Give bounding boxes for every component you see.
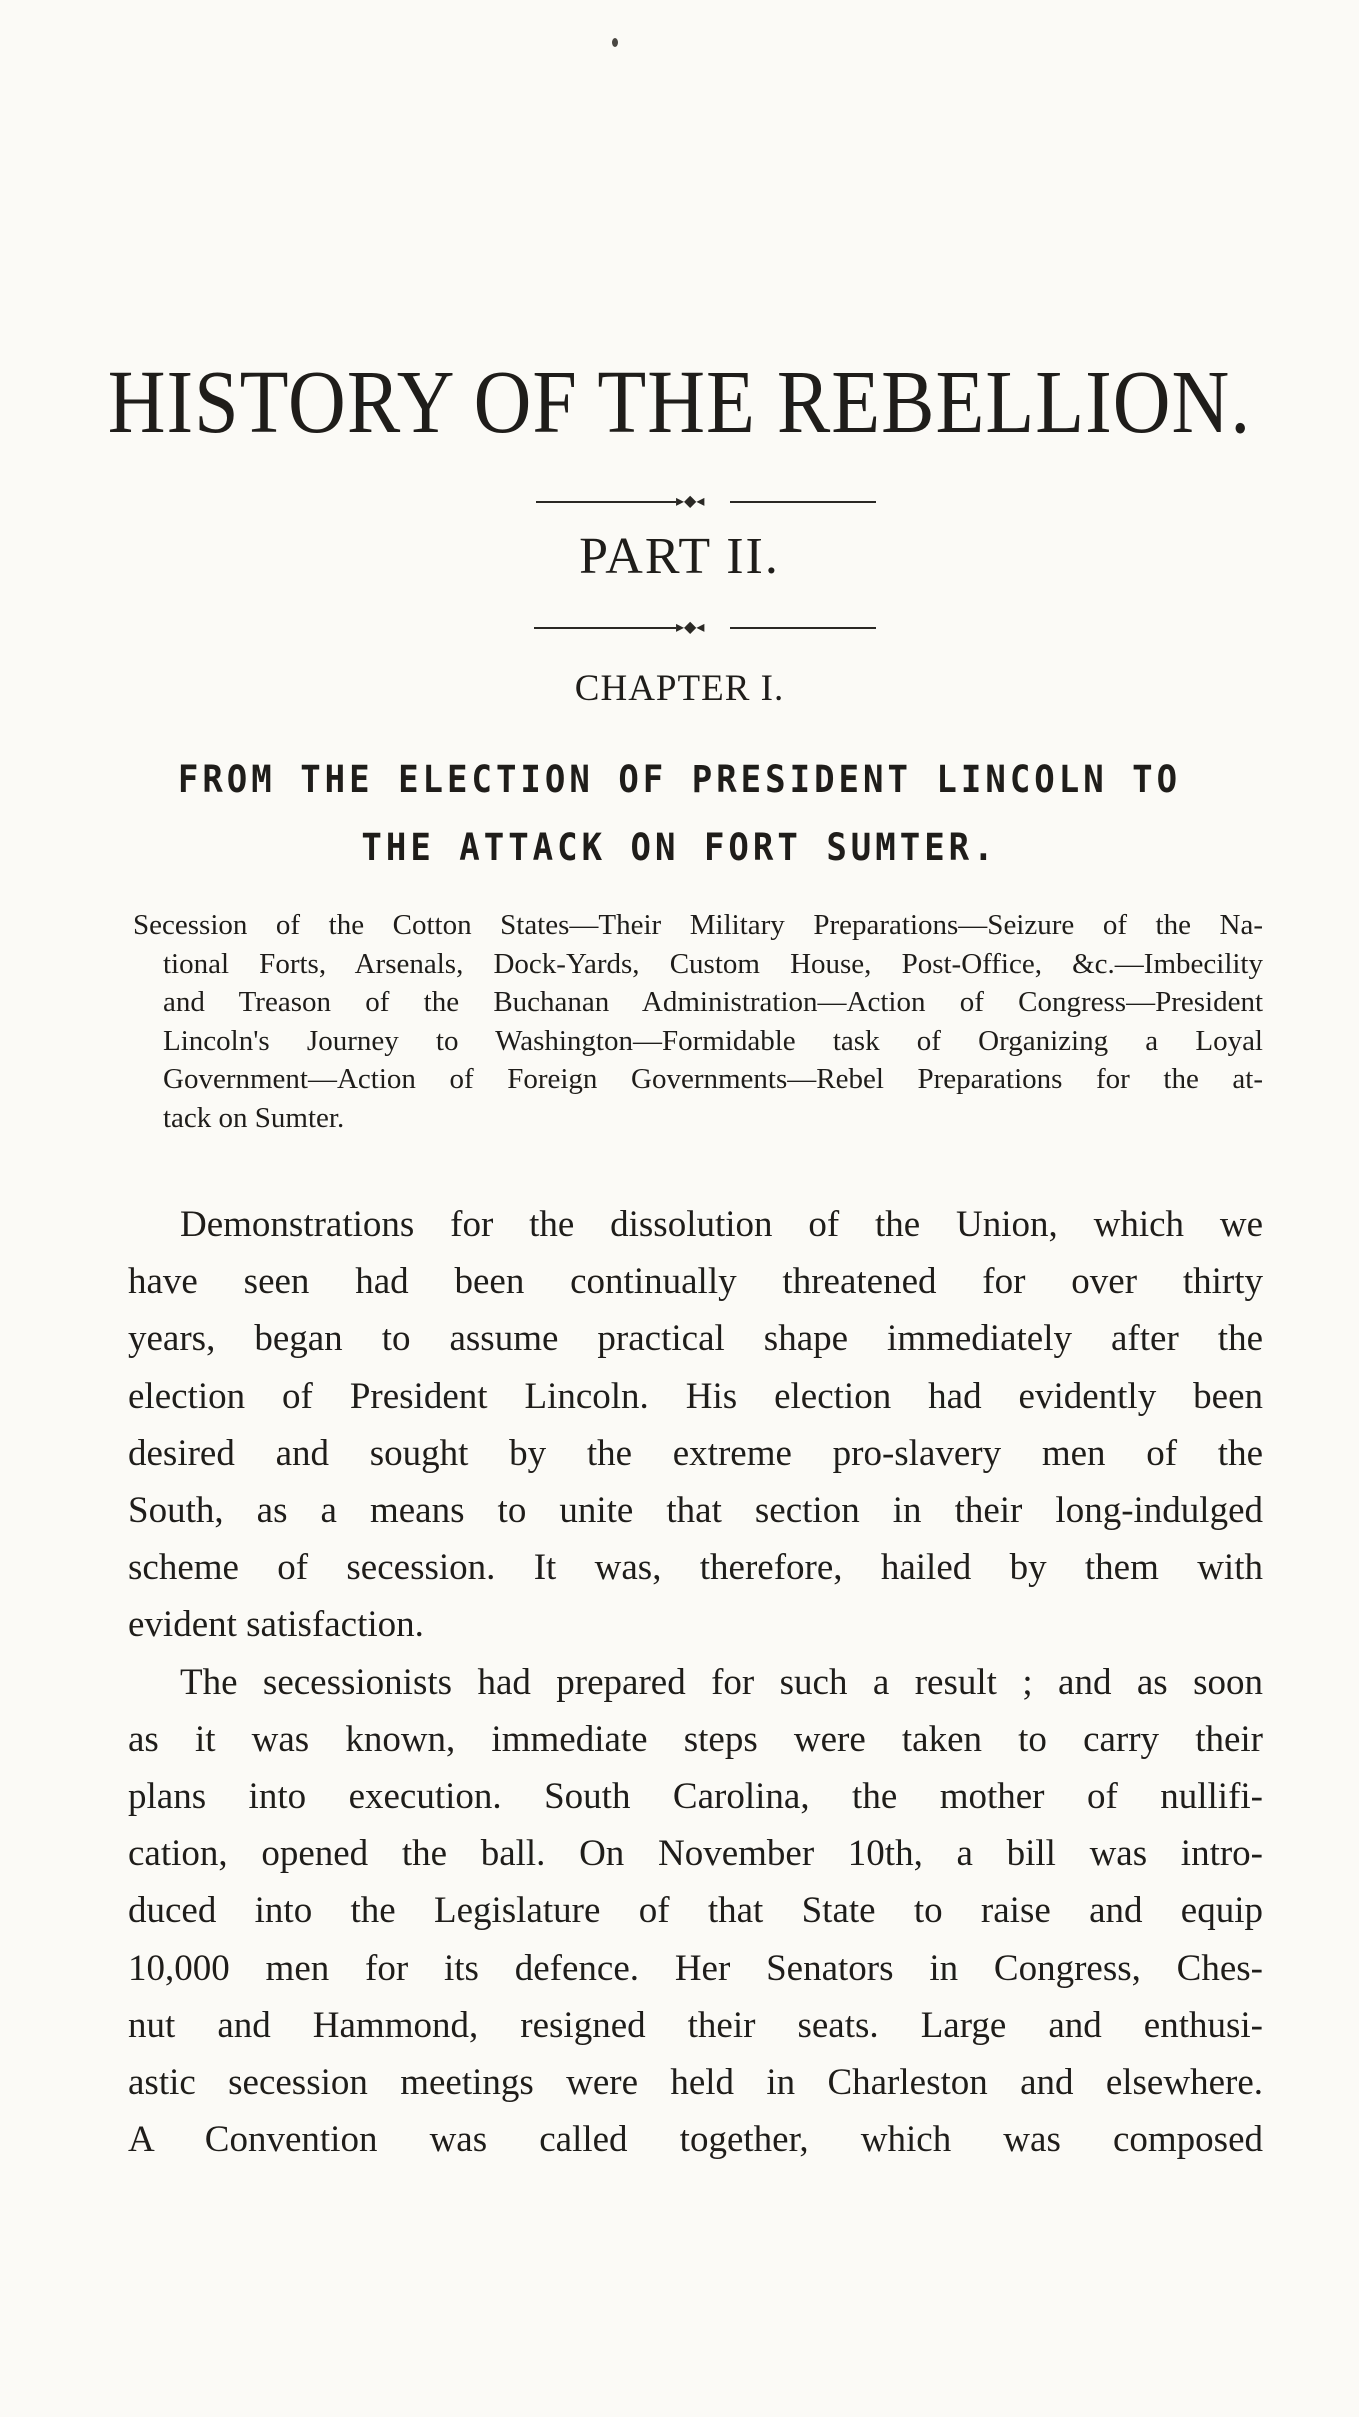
text-line: have seen had been continually threatened for over thirty xyxy=(128,1261,1263,1303)
text-line: South, as a means to unite that section in their long-indulged xyxy=(128,1490,1263,1532)
text-line: scheme of secession. It was, therefore, hailed by them with xyxy=(128,1547,1263,1589)
synopsis-line: Government—Action of Foreign Governments—Rebel Preparations for the at- xyxy=(163,1063,1263,1096)
text-line: duced into the Legislature of that State to raise and equip xyxy=(128,1890,1263,1932)
chapter-heading: CHAPTER I. xyxy=(574,668,785,709)
text-line: The secessionists had prepared for such a result ; and as soon xyxy=(180,1661,1263,1703)
rule-ornament: ▸◆◂ xyxy=(676,617,705,636)
synopsis-line: Lincoln's Journey to Washington—Formidable task of Organizing a Loyal xyxy=(163,1024,1263,1057)
text-line: desired and sought by the extreme pro-slavery men of the xyxy=(128,1432,1263,1474)
text-line: years, began to assume practical shape immediately after the xyxy=(128,1318,1263,1360)
text-line: as it was known, immediate steps were taken to carry their xyxy=(128,1718,1263,1760)
text-line: plans into execution. South Carolina, the mother of nullifi- xyxy=(128,1776,1263,1818)
synopsis-line: Secession of the Cotton States—Their Military Preparations—Seizure of the Na- xyxy=(133,909,1263,941)
synopsis-line: and Treason of the Buchanan Administration—Action of Congress—President xyxy=(163,986,1263,1019)
text-line: evident satisfaction. xyxy=(128,1604,424,1646)
body-text xyxy=(128,1196,1263,2168)
paragraph xyxy=(128,1196,1263,1654)
text-line: A Convention was called together, which was composed xyxy=(128,2119,1263,2161)
text-line: astic secession meetings were held in Charleston and elsewhere. xyxy=(128,2062,1263,2104)
part-heading: PART II. xyxy=(579,528,780,585)
rule-ornament: ▸◆◂ xyxy=(676,491,705,510)
paragraph xyxy=(128,1654,1263,2169)
synopsis-line: tional Forts, Arsenals, Dock-Yards, Custom House, Post-Office, &c.—Imbecility xyxy=(163,947,1263,980)
book-title: HISTORY OF THE REBELLION. xyxy=(107,353,1252,453)
text-line: cation, opened the ball. On November 10th, a bill was intro- xyxy=(128,1833,1263,1875)
chapter-title-line: THE ATTACK ON FORT SUMTER. xyxy=(361,826,998,870)
text-line: nut and Hammond, resigned their seats. Large and enthusi- xyxy=(128,2004,1263,2046)
text-line: Demonstrations for the dissolution of the Union, which we xyxy=(180,1204,1263,1245)
ink-speck xyxy=(612,38,618,47)
text-line: election of President Lincoln. His election had evidently been xyxy=(128,1375,1263,1417)
synopsis-line: tack on Sumter. xyxy=(163,1101,345,1134)
text-line: 10,000 men for its defence. Her Senators in Congress, Ches- xyxy=(128,1947,1263,1989)
chapter-synopsis xyxy=(133,906,1263,1138)
chapter-title-line: FROM THE ELECTION OF PRESIDENT LINCOLN TO xyxy=(177,758,1182,802)
